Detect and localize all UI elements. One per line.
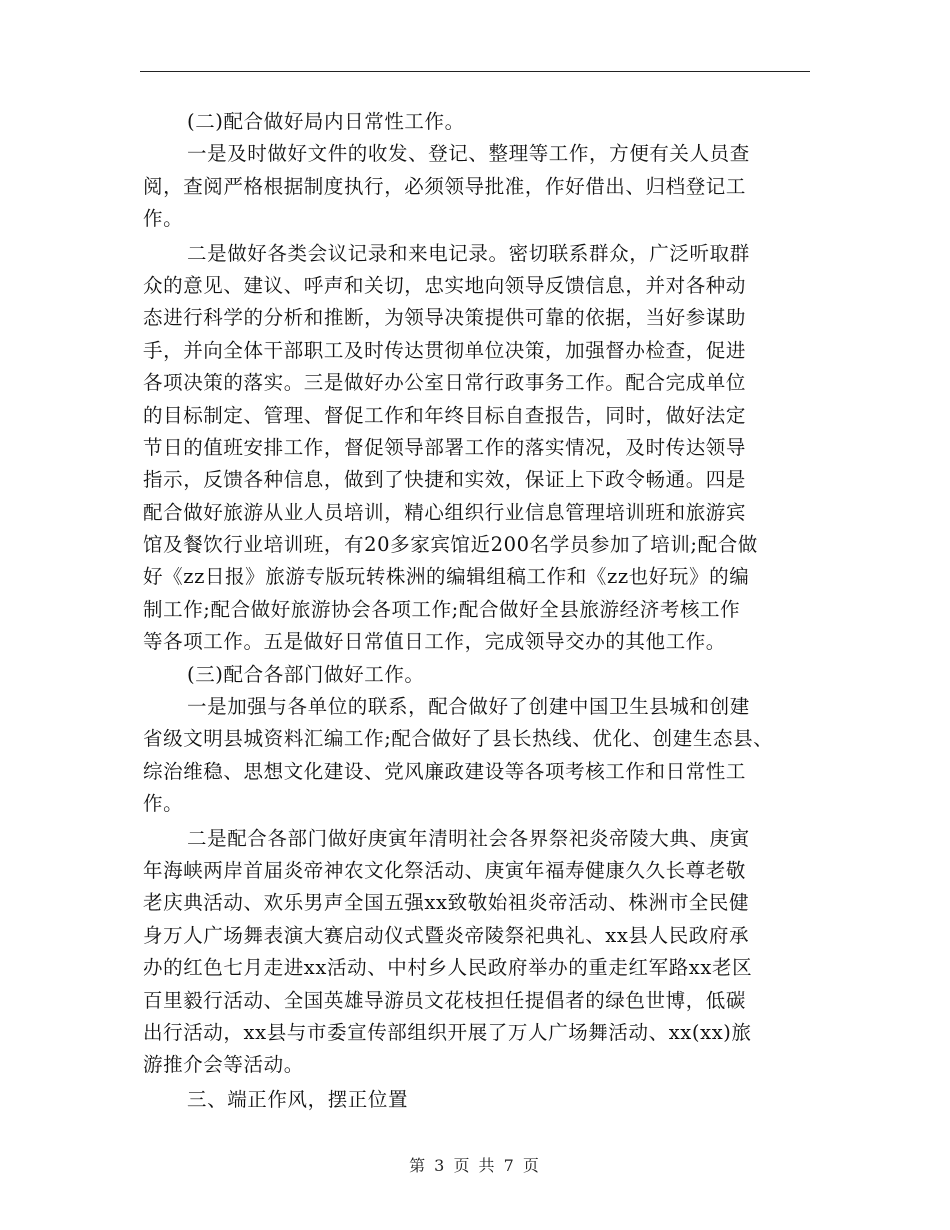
paragraph-line: 的目标制定、管理、督促工作和年终目标自查报告，同时，做好法定 [143, 403, 747, 427]
paragraph-line: 百里毅行活动、全国英雄导游员文花枝担任提倡者的绿色世博，低碳 [143, 988, 747, 1012]
section-heading: 三、端正作风，摆正位置 [187, 1087, 409, 1111]
document-body [143, 106, 811, 1116]
paragraph-line: 好《zz日报》旅游专版玩转株洲的编辑组稿工作和《zz也好玩》的编 [143, 565, 750, 589]
page-number-footer: 第 3 页 共 7 页 [409, 1156, 541, 1175]
paragraph-line: 一是及时做好文件的收发、登记、整理等工作，方便有关人员查 [187, 142, 750, 166]
section-heading: (三)配合各部门做好工作。 [187, 662, 425, 686]
paragraph-line: 指示，反馈各种信息，做到了快捷和实效，保证上下政令畅通。四是 [143, 468, 747, 492]
paragraph-line: 办的红色七月走进xx活动、中村乡人民政府举办的重走红军路xx老区 [143, 956, 753, 980]
paragraph-line: 等各项工作。五是做好日常值日工作，完成领导交办的其他工作。 [143, 630, 726, 654]
paragraph-line: 老庆典活动、欢乐男声全国五强xx致敬始祖炎帝活动、株洲市全民健 [143, 891, 750, 915]
paragraph-line: 态进行科学的分析和推断，为领导决策提供可靠的依据，当好参谋助 [143, 306, 747, 330]
paragraph-line: 馆及餐饮行业培训班，有20多家宾馆近200名学员参加了培训;配合做 [143, 533, 758, 557]
paragraph-line: 二是做好各类会议记录和来电记录。密切联系群众，广泛听取群 [187, 241, 750, 265]
paragraph-line: 年海峡两岸首届炎帝神农文化祭活动、庚寅年福寿健康久久长尊老敬 [143, 858, 747, 882]
paragraph-line: 二是配合各部门做好庚寅年清明社会各界祭祀炎帝陵大典、庚寅 [187, 826, 750, 850]
paragraph-line: 配合做好旅游从业人员培训，精心组织行业信息管理培训班和旅游宾 [143, 500, 747, 524]
paragraph-line: 出行活动，xx县与市委宣传部组织开展了万人广场舞活动、xx(xx)旅 [143, 1020, 752, 1044]
header-rule [140, 71, 810, 72]
paragraph-line: 众的意见、建议、呼声和关切，忠实地向领导反馈信息，并对各种动 [143, 273, 747, 297]
paragraph-line: 省级文明县城资料汇编工作;配合做好了县长热线、优化、创建生态县、 [143, 727, 774, 751]
paragraph-line: 身万人广场舞表演大赛启动仪式暨炎帝陵祭祀典礼、xx县人民政府承 [143, 923, 750, 947]
paragraph-line: 一是加强与各单位的联系，配合做好了创建中国卫生县城和创建 [187, 695, 750, 719]
paragraph-line: 综治维稳、思想文化建设、党风廉政建设等各项考核工作和日常性工 [143, 759, 747, 783]
paragraph-line: 制工作;配合做好旅游协会各项工作;配合做好全县旅游经济考核工作 [143, 597, 741, 621]
paragraph-line: 手，并向全体干部职工及时传达贯彻单位决策，加强督办检查，促进 [143, 338, 747, 362]
paragraph-line: 各项决策的落实。三是做好办公室日常行政事务工作。配合完成单位 [143, 371, 747, 395]
paragraph-line: 作。 [143, 207, 184, 231]
paragraph-line: 作。 [143, 792, 184, 816]
paragraph-line: 游推介会等活动。 [143, 1053, 304, 1077]
section-heading: (二)配合做好局内日常性工作。 [187, 110, 465, 133]
paragraph-line: 节日的值班安排工作，督促领导部署工作的落实情况，及时传达领导 [143, 435, 747, 459]
paragraph-line: 阅，查阅严格根据制度执行，必须领导批准，作好借出、归档登记工 [143, 174, 747, 198]
